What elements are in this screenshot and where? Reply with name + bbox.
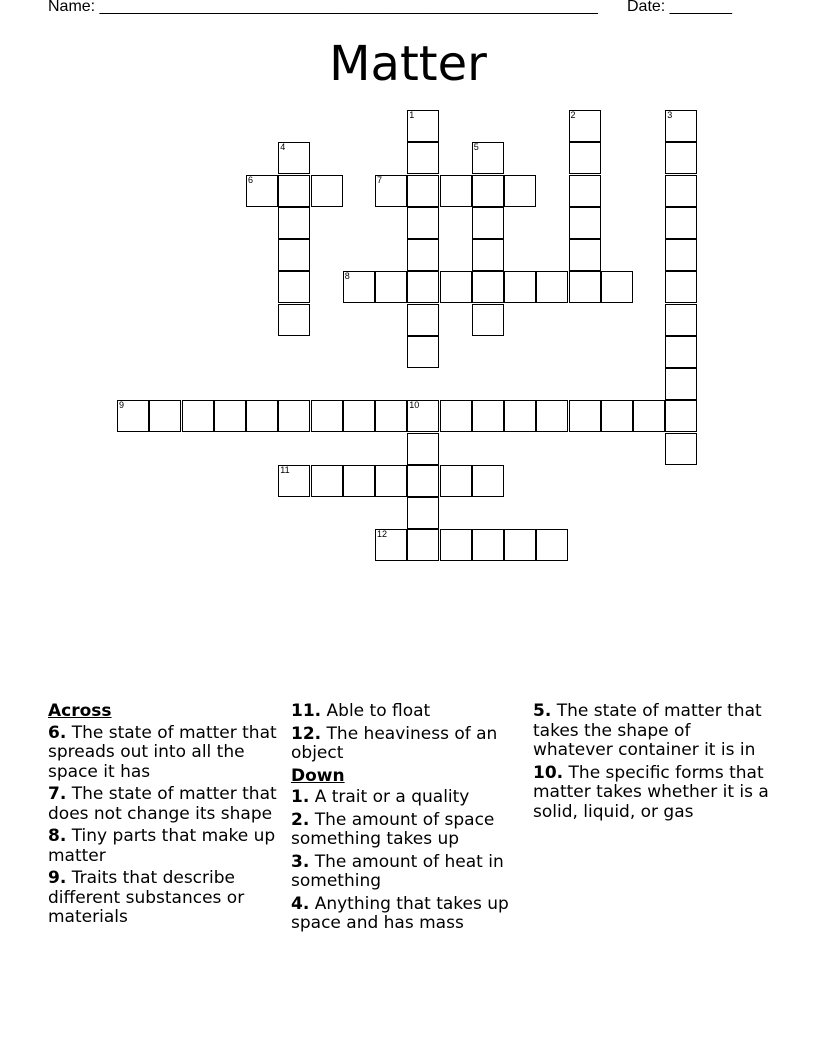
crossword-cell[interactable] xyxy=(633,400,665,432)
crossword-cell[interactable] xyxy=(601,271,633,303)
crossword-cell[interactable] xyxy=(182,400,214,432)
crossword-cell[interactable] xyxy=(665,400,697,432)
clue-item-number: 4. xyxy=(291,893,310,914)
crossword-cell[interactable] xyxy=(343,271,375,303)
clue-item-number: 3. xyxy=(291,851,310,872)
crossword-cell[interactable] xyxy=(472,207,504,239)
crossword-cell[interactable] xyxy=(246,400,278,432)
crossword-cell[interactable] xyxy=(536,529,568,561)
crossword-cell[interactable] xyxy=(375,529,407,561)
clue-item xyxy=(291,725,527,764)
crossword-cell[interactable] xyxy=(375,271,407,303)
crossword-cell[interactable] xyxy=(504,175,536,207)
crossword-cell[interactable] xyxy=(407,271,439,303)
page-title: Matter xyxy=(329,36,487,92)
crossword-cell[interactable] xyxy=(407,175,439,207)
crossword-cell[interactable] xyxy=(440,529,472,561)
crossword-cell[interactable] xyxy=(407,529,439,561)
crossword-cell[interactable] xyxy=(278,271,310,303)
clue-item-text: Anything that takes up space and has mass xyxy=(291,893,509,933)
crossword-cell[interactable] xyxy=(407,110,439,142)
crossword-cell[interactable] xyxy=(472,400,504,432)
crossword-cell[interactable] xyxy=(601,400,633,432)
crossword-cell[interactable] xyxy=(407,433,439,465)
clue-item-text: Tiny parts that make up matter xyxy=(48,826,276,866)
clue-item-number: 11. xyxy=(291,701,322,721)
crossword-cell[interactable] xyxy=(407,239,439,271)
crossword-cell[interactable] xyxy=(407,400,439,432)
clue-column-2 xyxy=(291,702,527,937)
crossword-cell[interactable] xyxy=(569,400,601,432)
clue-item-number: 12. xyxy=(291,723,322,744)
down-heading: Down xyxy=(291,765,345,786)
clue-item-number: 9. xyxy=(48,868,67,888)
crossword-cell[interactable] xyxy=(472,304,504,336)
crossword-cell[interactable] xyxy=(278,207,310,239)
crossword-cell[interactable] xyxy=(569,207,601,239)
clue-number: 4 xyxy=(280,142,286,153)
clue-item-text: The heaviness of an object xyxy=(291,723,498,763)
crossword-cell[interactable] xyxy=(665,433,697,465)
clue-item-text: The amount of heat in something xyxy=(291,851,504,891)
across-clue-list-continued xyxy=(291,702,527,764)
crossword-cell[interactable] xyxy=(278,142,310,174)
crossword-cell[interactable] xyxy=(536,400,568,432)
crossword-cell[interactable] xyxy=(504,271,536,303)
clue-item-number: 7. xyxy=(48,784,67,804)
crossword-cell[interactable] xyxy=(504,400,536,432)
crossword-cell[interactable] xyxy=(343,400,375,432)
clue-item xyxy=(291,853,527,892)
crossword-cell[interactable] xyxy=(407,497,439,529)
crossword-cell[interactable] xyxy=(569,175,601,207)
crossword-cell[interactable] xyxy=(665,304,697,336)
clue-item-text: Able to float xyxy=(321,701,431,721)
crossword-cell[interactable] xyxy=(440,271,472,303)
crossword-cell[interactable] xyxy=(375,465,407,497)
crossword-cell[interactable] xyxy=(343,465,375,497)
clue-item-text: The state of matter that does not change its shape xyxy=(48,784,277,824)
clue-item-text: A trait or a quality xyxy=(309,787,470,807)
crossword-cell[interactable] xyxy=(407,304,439,336)
clue-number: 1 xyxy=(409,110,415,120)
clue-item xyxy=(291,702,527,722)
crossword-cell[interactable] xyxy=(278,239,310,271)
crossword-cell[interactable] xyxy=(407,207,439,239)
clue-number: 3 xyxy=(667,110,673,120)
clue-item-text: The amount of space something takes up xyxy=(291,809,495,849)
crossword-cell[interactable] xyxy=(569,271,601,303)
crossword-cell[interactable] xyxy=(569,142,601,174)
crossword-cell[interactable] xyxy=(504,529,536,561)
crossword-cell[interactable] xyxy=(407,142,439,174)
down-clue-list xyxy=(291,788,527,934)
clue-item-text: The state of matter that takes the shape of whatever container it is in xyxy=(533,701,762,760)
clue-item-number: 6. xyxy=(48,722,67,743)
clue-item-number: 1. xyxy=(291,787,310,807)
clue-item xyxy=(48,869,284,928)
crossword-cell[interactable] xyxy=(375,400,407,432)
clue-column-1 xyxy=(48,702,284,931)
crossword-cell[interactable] xyxy=(311,175,343,207)
clue-number: 2 xyxy=(570,110,576,120)
crossword-cell[interactable] xyxy=(569,239,601,271)
crossword-cell[interactable] xyxy=(665,239,697,271)
clue-item xyxy=(533,702,769,761)
clue-item-number: 10. xyxy=(533,762,564,783)
clue-number: 12 xyxy=(377,529,388,540)
clue-number: 8 xyxy=(344,271,350,282)
clue-item xyxy=(48,785,284,824)
clue-number: 5 xyxy=(473,142,479,153)
clue-item-text: The specific forms that matter takes whether it is a solid, liquid, or gas xyxy=(533,762,769,822)
crossword-cell[interactable] xyxy=(472,529,504,561)
clue-item xyxy=(48,827,284,866)
clue-item xyxy=(48,724,284,783)
crossword-cell[interactable] xyxy=(472,271,504,303)
crossword-cell[interactable] xyxy=(407,465,439,497)
clue-item-number: 8. xyxy=(48,826,67,846)
crossword-cell[interactable] xyxy=(149,400,181,432)
clue-item xyxy=(291,895,527,934)
crossword-cell[interactable] xyxy=(472,142,504,174)
down-clue-list-continued xyxy=(533,702,769,822)
crossword-cell[interactable] xyxy=(375,175,407,207)
crossword-cell[interactable] xyxy=(311,400,343,432)
crossword-cell[interactable] xyxy=(665,336,697,368)
crossword-cell[interactable] xyxy=(117,400,149,432)
clue-column-3 xyxy=(533,702,769,825)
crossword-cell[interactable] xyxy=(536,271,568,303)
crossword-cell[interactable] xyxy=(440,400,472,432)
crossword-cell[interactable] xyxy=(665,142,697,174)
across-clue-list xyxy=(48,724,284,928)
clue-item-number: 2. xyxy=(291,809,310,830)
name-field-label: Name: ________________________________________________________ xyxy=(48,0,598,15)
across-heading: Across xyxy=(48,701,112,721)
clue-item-text: The state of matter that spreads out into all the space it has xyxy=(48,722,277,782)
crossword-cell[interactable] xyxy=(278,465,310,497)
date-field-label: Date: _______ xyxy=(627,0,732,15)
crossword-cell[interactable] xyxy=(278,304,310,336)
crossword-cell[interactable] xyxy=(440,465,472,497)
crossword-cell[interactable] xyxy=(214,400,246,432)
crossword-cell[interactable] xyxy=(665,271,697,303)
clue-number: 7 xyxy=(377,174,383,185)
clue-number: 11 xyxy=(280,464,290,475)
clue-number: 6 xyxy=(248,174,254,185)
clue-number: 10 xyxy=(409,400,420,411)
crossword-cell[interactable] xyxy=(665,368,697,400)
crossword-cell[interactable] xyxy=(472,239,504,271)
clue-item xyxy=(533,764,769,823)
crossword-cell[interactable] xyxy=(311,465,343,497)
crossword-cell[interactable] xyxy=(278,175,310,207)
crossword-cell[interactable] xyxy=(665,110,697,142)
crossword-cell[interactable] xyxy=(569,110,601,142)
clue-item xyxy=(291,811,527,850)
crossword-cell[interactable] xyxy=(278,400,310,432)
crossword-cell[interactable] xyxy=(440,175,472,207)
clue-item-text: Traits that describe different substances or materials xyxy=(48,868,245,927)
crossword-cell[interactable] xyxy=(665,207,697,239)
clue-item-number: 5. xyxy=(533,701,552,721)
clue-item xyxy=(291,788,527,808)
crossword-cell[interactable] xyxy=(246,175,278,207)
crossword-cell[interactable] xyxy=(665,175,697,207)
crossword-cell[interactable] xyxy=(472,465,504,497)
crossword-cell[interactable] xyxy=(407,336,439,368)
clue-number: 9 xyxy=(119,400,125,411)
crossword-cell[interactable] xyxy=(472,175,504,207)
